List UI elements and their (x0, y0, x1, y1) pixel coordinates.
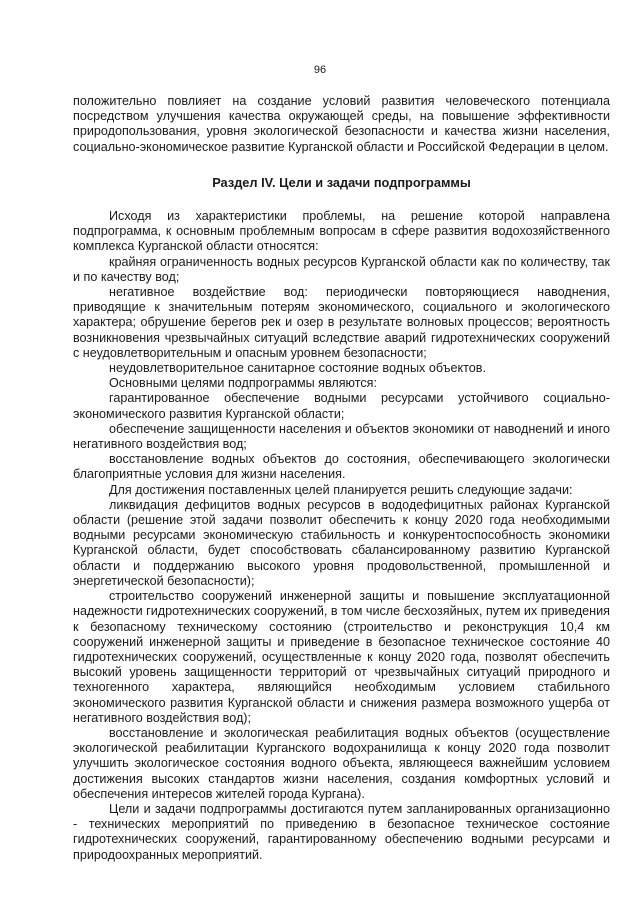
paragraph-task-1: ликвидация дефицитов водных ресурсов в вододефицитных районах Курганской области (решение этой задачи позволит обеспечить к концу 2020 года необходимыми водными ресурсами экономическую стабильность и конкурентоспособность экономики Курганской области, будет способствовать сбалансированному развитию Курганской области и поддержанию высокого уровня продовольственной, промышленной и энергетической безопасности); (73, 497, 610, 588)
paragraph-goal-3: восстановление водных объектов до состояния, обеспечивающего экологически благоприятные условия для жизни населения. (73, 452, 610, 482)
paragraph-task-2: строительство сооружений инженерной защиты и повышение эксплуатационной надежности гидротехнических сооружений, в том числе бесхозяйных, путем их приведения к безопасному техническому состоянию (строительство и реконструкция 10,4 км сооружений инженерной защиты и приведение в безопасное техническое состояние 40 гидротехнических сооружений, осуществленные к концу 2020 года, позволят обеспечить высокий уровень защищенности территорий от чрезвычайных ситуаций природного и техногенного характера, являющийся необходимым условием стабильного экономического развития Курганской области и снижения размера возможного ущерба от негативного воздействия вод); (73, 589, 610, 725)
page-number: 96 (313, 64, 327, 76)
paragraph-problem-3: неудовлетворительное санитарное состояние водных объектов. (109, 361, 486, 376)
intro-paragraph: положительно повлияет на создание условий развития человеческого потенциала посредством улучшения качества окружающей среды, на повышение эффективности природопользования, уровня экологической безопасности и качества жизни населения, социально-экономическое развитие Курганской области и Российской Федерации в целом. (73, 94, 610, 154)
paragraph-goal-1: гарантированное обеспечение водными ресурсами устойчивого социально-экономического развития Курганской области; (73, 391, 610, 421)
paragraph-task-3: восстановление и экологическая реабилитация водных объектов (осуществление экологической реабилитации Курганского водохранилища к концу 2020 года позволит улучшить экологическое состояния водного объекта, являющееся важнейшим условием достижения высоких стандартов жизни населения, создания комфортных условий и обеспечения интересов жителей города Кургана). (73, 725, 610, 801)
document-body (73, 94, 610, 863)
paragraph-conclusion: Цели и задачи подпрограммы достигаются путем запланированных организационно - технических мероприятий по приведению в безопасное техническое состояние гидротехнических сооружений, гарантированному обеспечению водными ресурсами и природоохранных мероприятий. (73, 801, 610, 862)
paragraph-tasks-intro: Для достижения поставленных целей планируется решить следующие задачи: (109, 482, 573, 497)
paragraph-problem-intro: Исходя из характеристики проблемы, на решение которой направлена подпрограмма, к основным проблемным вопросам в сфере развития водохозяйственного комплекса Курганской области относятся: (73, 209, 610, 254)
paragraph-goal-2: обеспечение защищенности населения и объектов экономики от наводнений и иного негативного воздействия вод; (73, 421, 610, 452)
paragraph-goals-intro: Основными целями подпрограммы являются: (109, 376, 377, 391)
section-title: Раздел IV. Цели и задачи подпрограммы (212, 174, 471, 190)
paragraph-problem-1: крайняя ограниченность водных ресурсов Курганской области как по количеству, так и по качеству вод; (73, 254, 610, 284)
paragraph-problem-2: негативное воздействие вод: периодически повторяющиеся наводнения, приводящие к значительным потерям экономического, социального и экологического характера; обрушение берегов рек и озер в результате волновых процессов; вероятность возникновения чрезвычайных ситуаций вследствие аварий гидротехнических сооружений с неудовлетворительным и опасным уровнем безопасности; (73, 285, 610, 360)
